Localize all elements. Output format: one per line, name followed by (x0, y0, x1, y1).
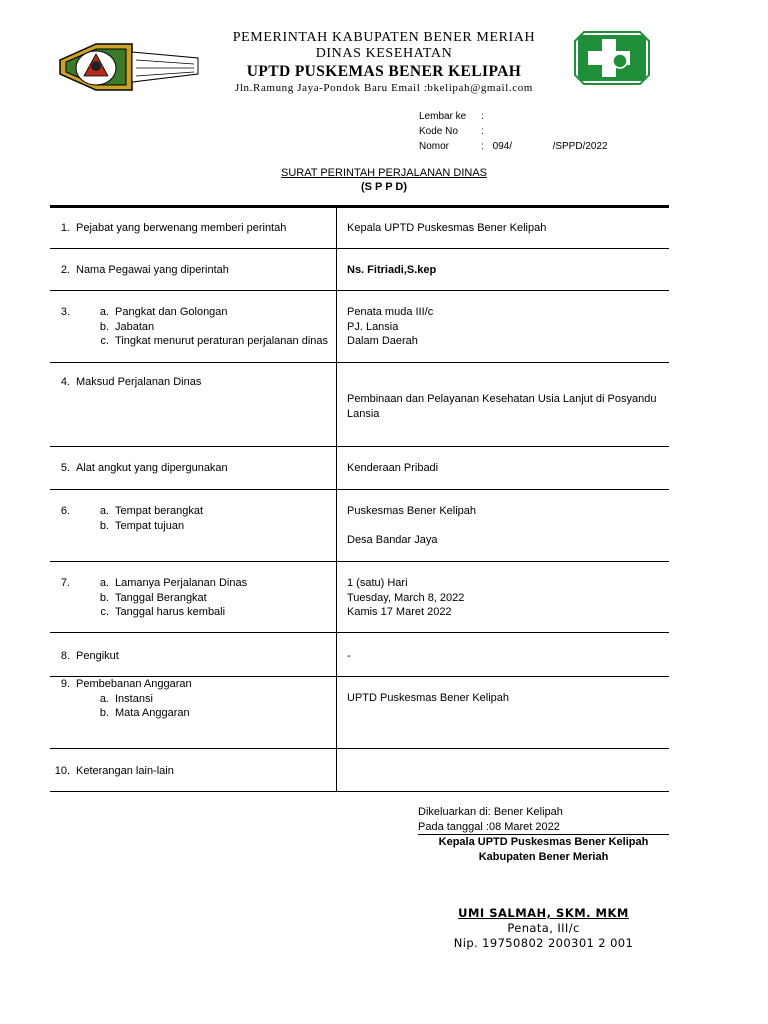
meta-label: Lembar ke (419, 111, 467, 122)
table-row-9-label: 9. Pembebanan Anggaran a. Instansi b. Mata Anggaran (60, 678, 192, 719)
employee-name: Ns. Fitriadi,S.kep (347, 264, 437, 276)
official-title-2: Kabupaten Bener Meriah (478, 851, 609, 863)
document-subtitle: (S P P D) (360, 181, 408, 193)
signature-rule (418, 834, 669, 835)
table-column-divider (336, 205, 337, 792)
table-row-6-value-b: Desa Bandar Jaya (347, 534, 438, 546)
meta-row-lembar (419, 111, 484, 122)
table-row-7-label: 7. a. Lamanya Perjalanan Dinas b. Tanggal Berangkat c. Tanggal harus kembali (60, 577, 248, 618)
row-divider (50, 489, 669, 490)
meta-sep: : (481, 126, 484, 137)
meta-row-kode (419, 126, 484, 137)
table-row-6-label: 6. a. Tempat berangkat b. Tempat tujuan (60, 505, 204, 532)
table-row-9-value: UPTD Puskesmas Bener Kelipah (347, 692, 510, 704)
meta-value-2: /SPPD/2022 (552, 141, 608, 152)
issued-date: Pada tanggal :08 Maret 2022 (418, 821, 560, 833)
table-row-8-value: - (347, 650, 351, 662)
row-divider (50, 446, 669, 447)
table-top-rule (50, 205, 669, 208)
table-row-4-label: 4. Maksud Perjalanan Dinas (60, 376, 202, 388)
table-row-5-value: Kenderaan Pribadi (347, 462, 439, 474)
row-divider (50, 290, 669, 291)
row-divider (50, 748, 669, 749)
row-divider (50, 791, 669, 792)
official-name: UMI SALMAH, SKM. MKM (458, 906, 629, 920)
row-divider (50, 561, 669, 562)
table-row-5-label: 5. Alat angkut yang dipergunakan (60, 462, 228, 474)
table-row-3-value: Penata muda III/c PJ. Lansia Dalam Daerah (347, 306, 434, 347)
meta-value: 094/ (492, 141, 513, 152)
department-line: DINAS KESEHATAN (315, 46, 453, 61)
document-title: SURAT PERINTAH PERJALANAN DINAS (281, 167, 487, 179)
table-row-8-label: 8. Pengikut (60, 650, 119, 662)
official-rank: Penata, III/c (507, 921, 580, 935)
official-title-1: Kepala UPTD Puskesmas Bener Kelipah (438, 836, 649, 848)
table-row-6-value-a: Puskesmas Bener Kelipah (347, 505, 477, 517)
institution-title: UPTD PUSKEMAS BENER KELIPAH (246, 63, 522, 80)
meta-label: Nomor (419, 141, 450, 152)
government-line: PEMERINTAH KABUPATEN BENER MERIAH (232, 30, 536, 45)
meta-sep: : (481, 141, 484, 152)
table-row-1-label: 1. Pejabat yang berwenang memberi perintah (60, 222, 287, 234)
table-row-1-value: Kepala UPTD Puskesmas Bener Kelipah (347, 222, 547, 234)
address-line: Jln.Ramung Jaya-Pondok Baru Email :bkelipah@gmail.com (235, 82, 533, 94)
row-divider (50, 362, 669, 363)
official-nip: Nip. 19750802 200301 2 001 (453, 936, 634, 950)
meta-label: Kode No (419, 126, 458, 137)
table-row-10-label: 10. Keterangan lain-lain (54, 765, 174, 777)
meta-row-nomor (419, 141, 608, 152)
table-row-2-label: 2. Nama Pegawai yang diperintah (60, 264, 229, 276)
meta-sep: : (481, 111, 484, 122)
table-row-7-value: 1 (satu) Hari Tuesday, March 8, 2022 Kamis 17 Maret 2022 (347, 577, 465, 618)
table-row-3-label: 3. a. Pangkat dan Golongan b. Jabatan c. Tingkat menurut peraturan perjalanan dinas (60, 306, 329, 347)
issued-place: Dikeluarkan di: Bener Kelipah (418, 806, 563, 818)
row-divider (50, 632, 669, 633)
row-divider (50, 248, 669, 249)
table-row-4-value: Pembinaan dan Pelayanan Kesehatan Usia Lanjut di Posyandu Lansia (347, 393, 657, 420)
